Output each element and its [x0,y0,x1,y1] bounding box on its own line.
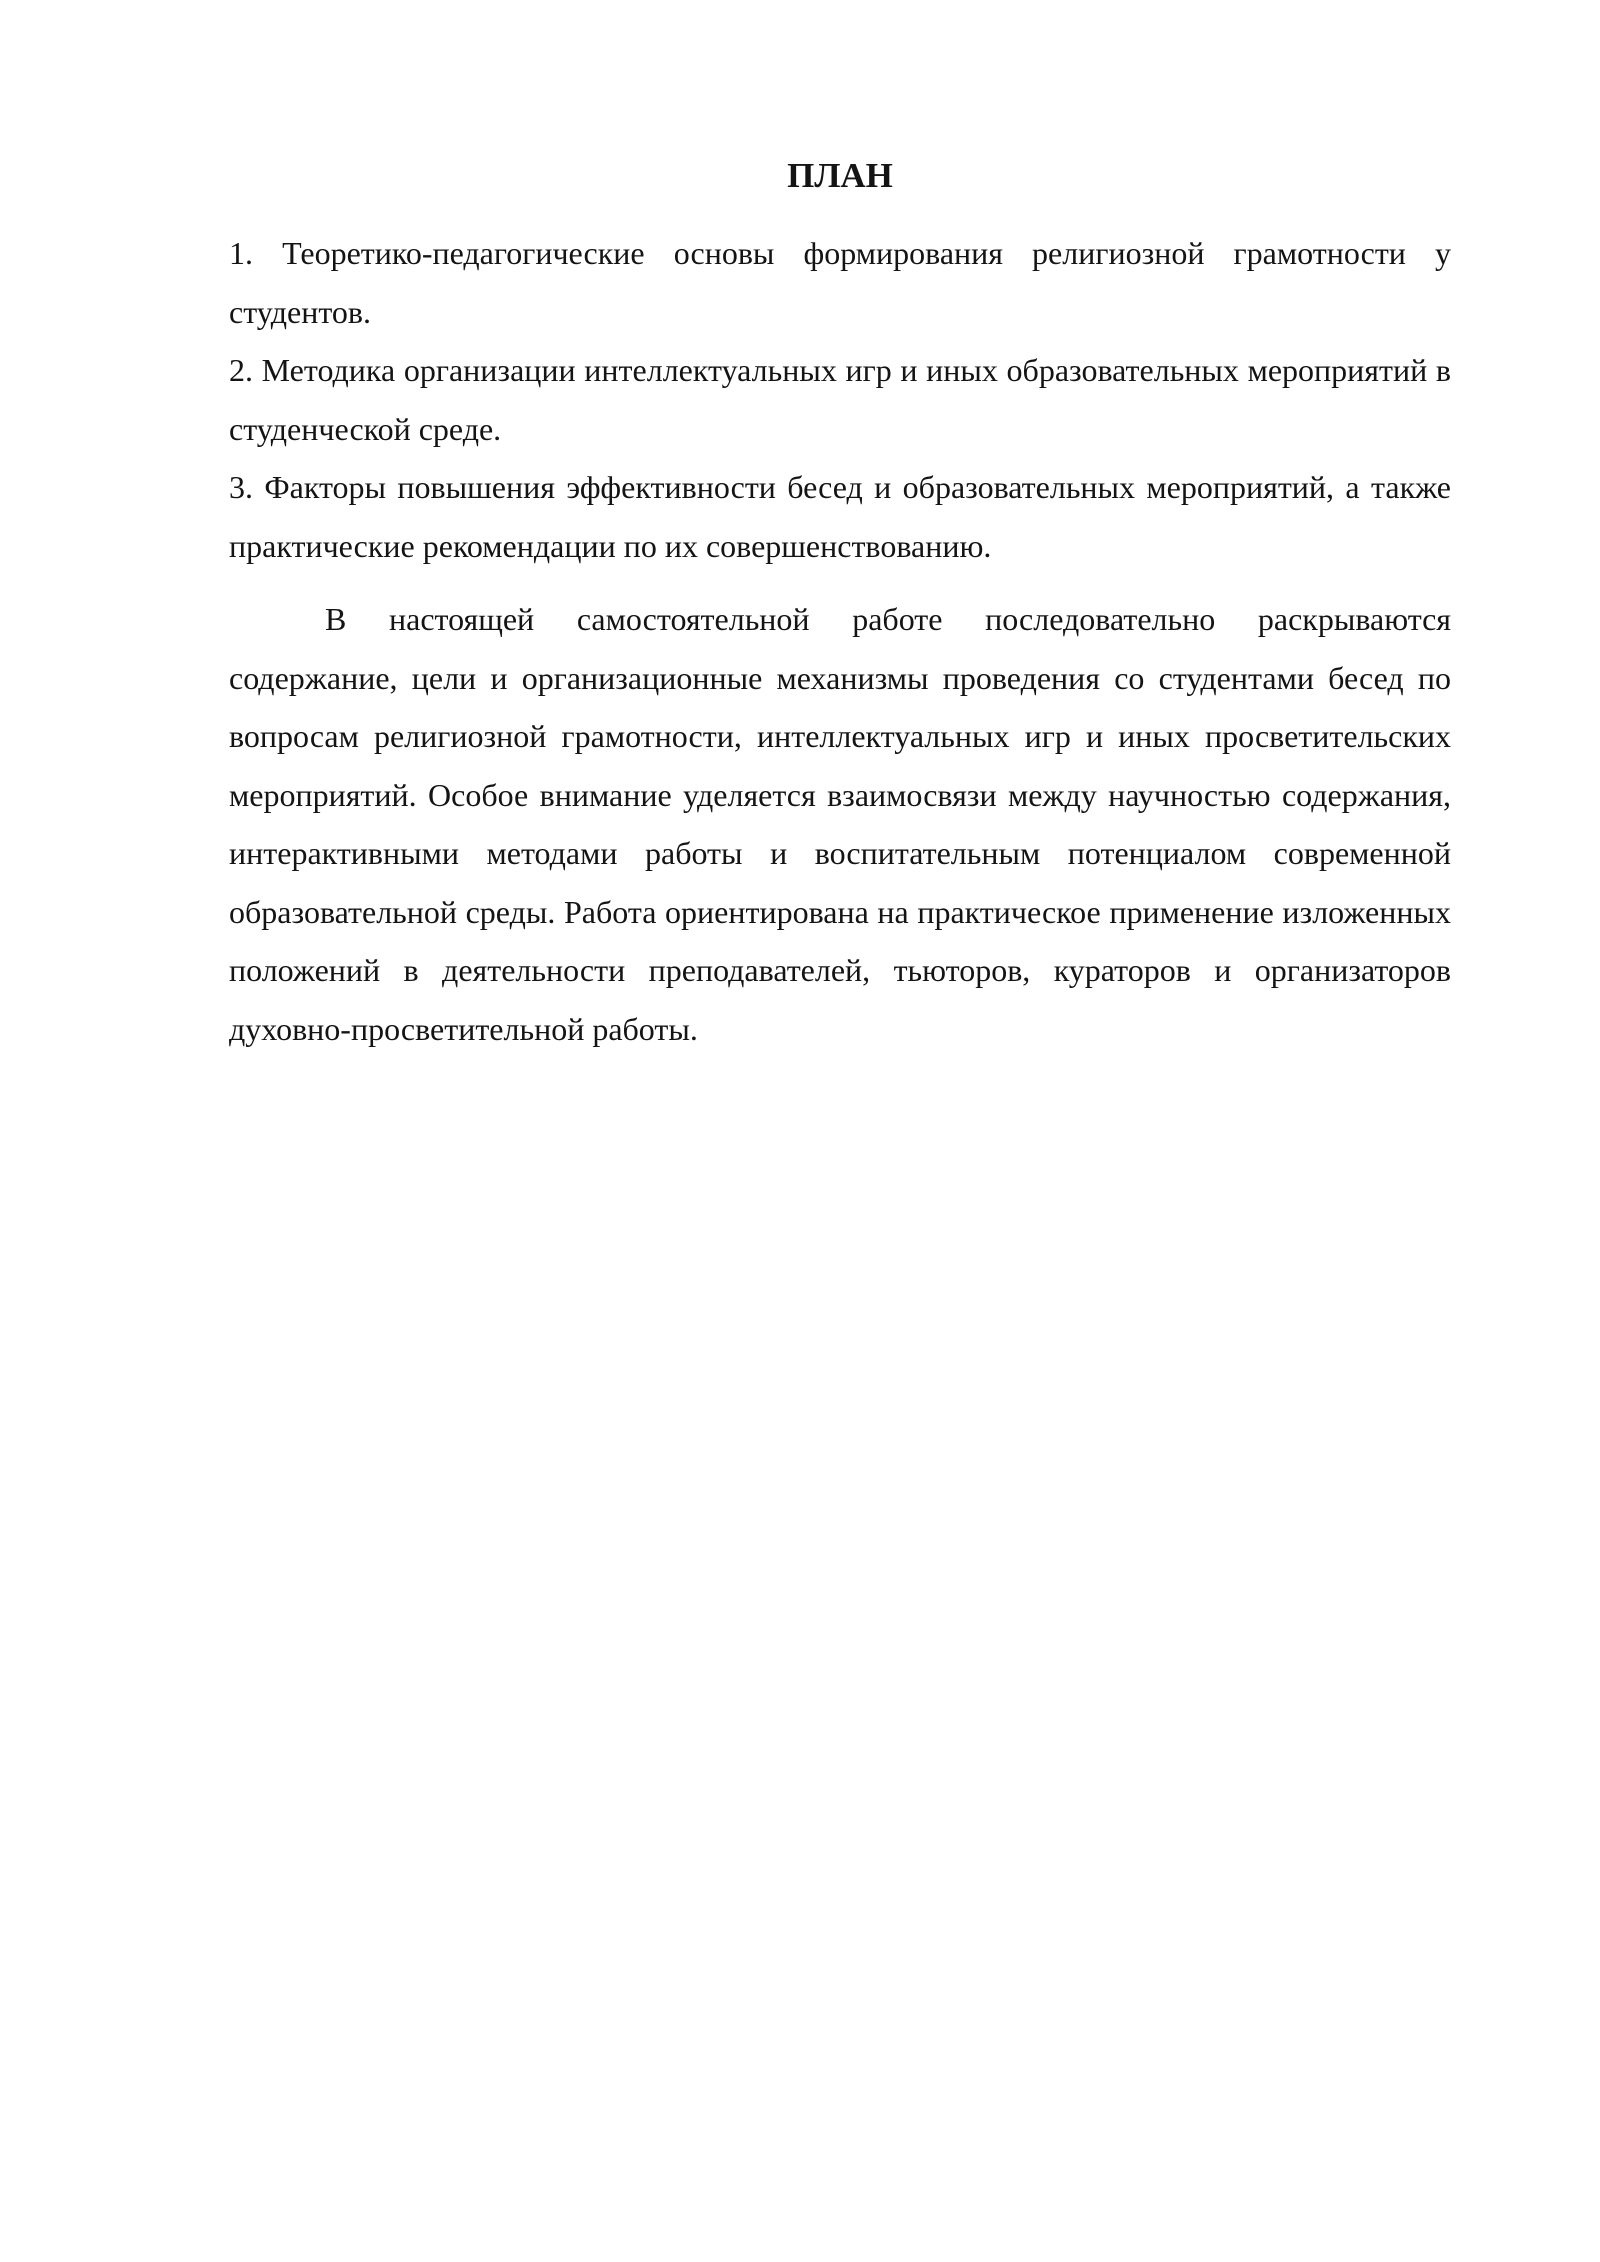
intro-paragraph: В настоящей самостоятельной работе последовательно раскрываются содержание, цели и организационные механизмы проведения со студентами бесед по вопросам религиозной грамотности, интеллектуальных игр и иных просветительских мероприятий. Особое внимание уделяется взаимосвязи между научностью содержания, интерактивными методами работы и воспитательным потенциалом современной образовательной среды. Работа ориентирована на практическое применение изложенных положений в деятельности преподавателей, тьюторов, кураторов и организаторов духовно-просветительной работы. [229,601,1451,1047]
document-body [229,148,1451,1058]
document-title: ПЛАН [787,156,893,195]
plan-item: 3. Факторы повышения эффективности бесед и образовательных мероприятий, а также практические рекомендации по их совершенствованию. [229,469,1451,564]
plan-item: 1. Теоретико-педагогические основы формирования религиозной грамотности у студентов. [229,235,1451,330]
plan-list [229,224,1451,575]
plan-item: 2. Методика организации интеллектуальных игр и иных образовательных мероприятий в студенческой среде. [229,352,1451,447]
